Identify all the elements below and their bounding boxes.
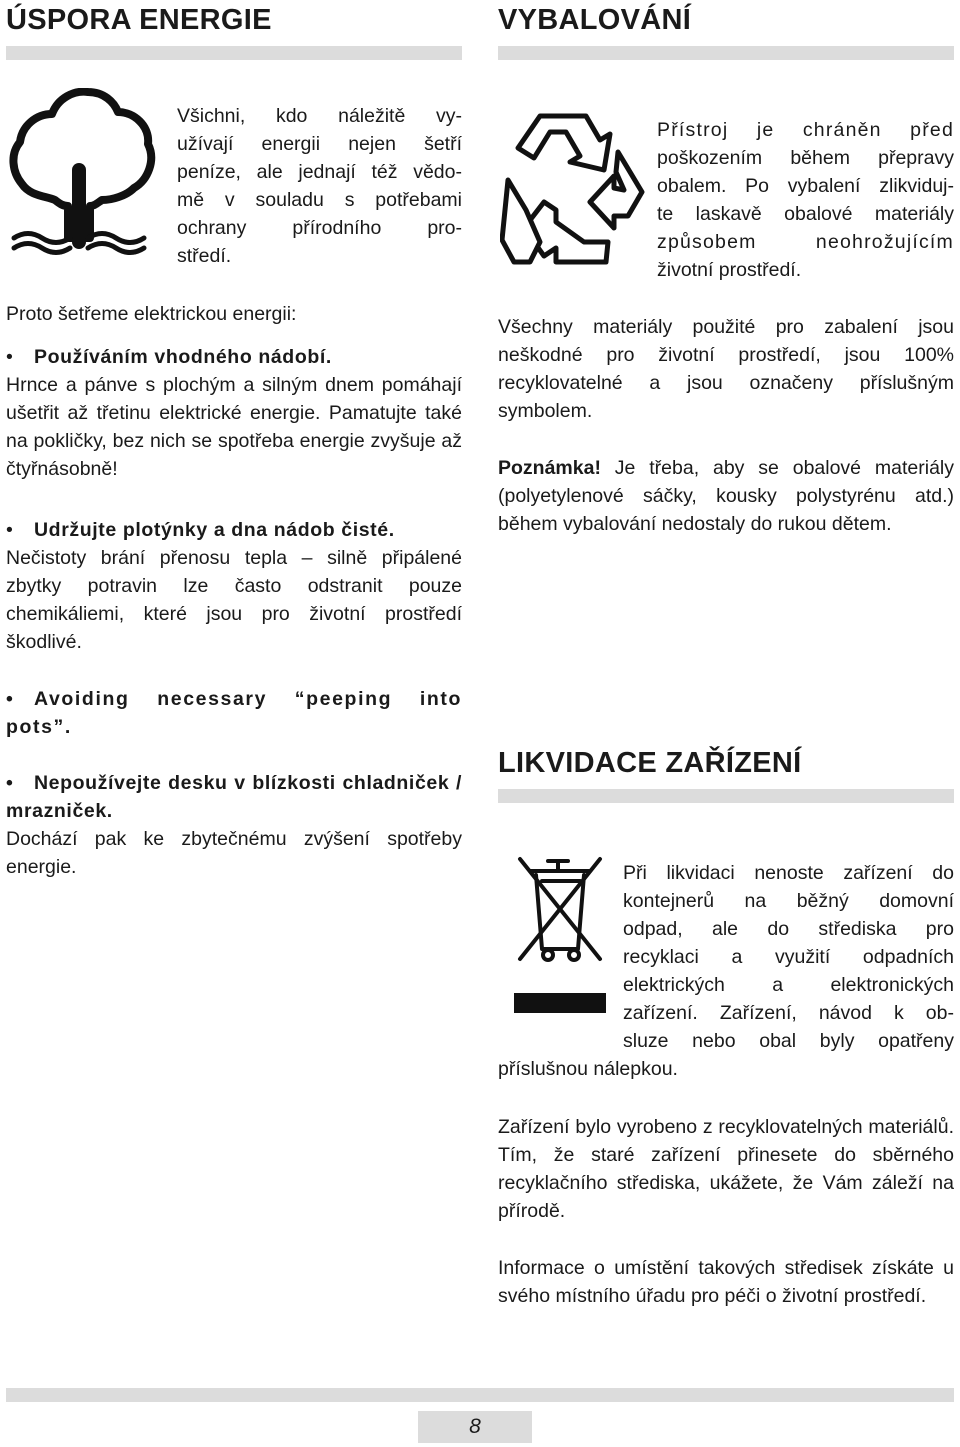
intro-line: poškozením během přepravy bbox=[657, 147, 954, 169]
crossed-bin-icon bbox=[512, 855, 608, 1015]
heading-unpacking: VYBALOVÁNÍ bbox=[498, 4, 692, 36]
disposal-text bbox=[623, 859, 954, 1055]
disposal-line: zařízení. Zařízení, návod k ob- bbox=[623, 1002, 954, 1024]
bullet-item bbox=[6, 343, 462, 483]
energy-intro bbox=[177, 102, 462, 270]
bullet-item bbox=[6, 685, 462, 741]
bullet-marker: • bbox=[6, 688, 15, 710]
intro-line: Přístroj je chráněn před bbox=[657, 119, 954, 141]
intro-line: způsobem neohrožujícím bbox=[657, 231, 954, 253]
intro-line: užívají energii nejen šetří bbox=[177, 133, 462, 155]
recycling-paragraph: Zařízení bylo vyrobeno z recyklovatelných materiálů. Tím, že staré zařízení přinesete do sběrného recyklačního střediska, ukážete, že Vám záleží na přírodě. bbox=[498, 1116, 954, 1222]
note-paragraph bbox=[498, 454, 954, 538]
disposal-line: odpad, ale do střediska pro bbox=[623, 918, 954, 940]
intro-line: obalem. Po vybalení zlikviduj- bbox=[657, 175, 954, 197]
heading-energy-saving: ÚSPORA ENERGIE bbox=[6, 4, 272, 36]
disposal-line: recyklaci a využití odpadních bbox=[623, 946, 954, 968]
bullet-body: Nečistoty brání přenosu tepla – silně připálené zbytky potravin lze často odstranit pouze chemikáliemi, které jsou pro životní prostředí škodlivé. bbox=[6, 547, 462, 653]
packaging-paragraph: Všechny materiály použité pro zabalení jsou neškodné pro životní prostředí, jsou 100% recyklovatelné a jsou označeny příslušným symbolem. bbox=[498, 316, 954, 422]
heading-rule-left bbox=[6, 46, 462, 60]
energy-lead: Proto šetřeme elektrickou energii: bbox=[6, 303, 297, 325]
bullet-marker: • bbox=[6, 346, 13, 368]
bullet-title: Nepoužívejte desku v blízkosti chladniček / mrazniček. bbox=[6, 772, 462, 822]
bullet-body: Hrnce a pánve s plochým a silným dnem pomáhají ušetřit až třetinu elektrické energie. Pamatujte také na pokličky, bez nich se spotřeba energie zvyšuje až čtyřnásobně! bbox=[6, 374, 462, 480]
recycle-icon bbox=[500, 110, 646, 268]
disposal-tail: příslušnou nálepkou. bbox=[498, 1058, 678, 1080]
intro-line: středí. bbox=[177, 245, 232, 267]
info-paragraph: Informace o umístění takových středisek získáte u svého místního úřadu pro péči o životní prostředí. bbox=[498, 1257, 954, 1307]
bullet-title: Avoiding necessary “peeping into pots”. bbox=[6, 688, 462, 738]
bullet-title: Používáním vhodného nádobí. bbox=[34, 346, 332, 368]
heading-rule-disposal bbox=[498, 789, 954, 803]
intro-line: Všichni, kdo náležitě vy- bbox=[177, 105, 462, 127]
bullet-title: Udržujte plotýnky a dna nádob čisté. bbox=[34, 519, 395, 541]
intro-line: mě v souladu s potřebami bbox=[177, 189, 462, 211]
note-text: Je třeba, aby se obalové materiály (polyetylenové sáčky, kousky polystyrénu atd.) během vybalování nedostaly do rukou dětem. bbox=[498, 457, 954, 535]
bullet-body: Dochází pak ke zbytečnému zvýšení spotřeby energie. bbox=[6, 828, 462, 878]
tree-icon bbox=[8, 88, 158, 264]
disposal-line: Při likvidaci nenoste zařízení do bbox=[623, 862, 954, 884]
heading-rule-right bbox=[498, 46, 954, 60]
unpacking-intro bbox=[657, 116, 954, 284]
disposal-line: elektrických a elektronických bbox=[623, 974, 954, 996]
heading-disposal: LIKVIDACE ZAŘÍZENÍ bbox=[498, 747, 802, 779]
page-number: 8 bbox=[418, 1411, 532, 1443]
note-label: Poznámka! bbox=[498, 457, 601, 479]
footer-rule bbox=[6, 1388, 954, 1402]
intro-line: ochrany přírodního pro- bbox=[177, 217, 462, 239]
intro-line: peníze, ale jednají též vědo- bbox=[177, 161, 462, 183]
disposal-line: kontejnerů na běžný domovní bbox=[623, 890, 954, 912]
bullet-item bbox=[6, 769, 462, 881]
intro-line: životní prostředí. bbox=[657, 259, 802, 281]
bullet-marker: • bbox=[6, 772, 14, 794]
bullet-marker: • bbox=[6, 519, 13, 541]
disposal-line: sluze nebo obal byly opatřeny bbox=[623, 1030, 954, 1052]
bullet-item bbox=[6, 516, 462, 656]
intro-line: te laskavě obalové materiály bbox=[657, 203, 954, 225]
